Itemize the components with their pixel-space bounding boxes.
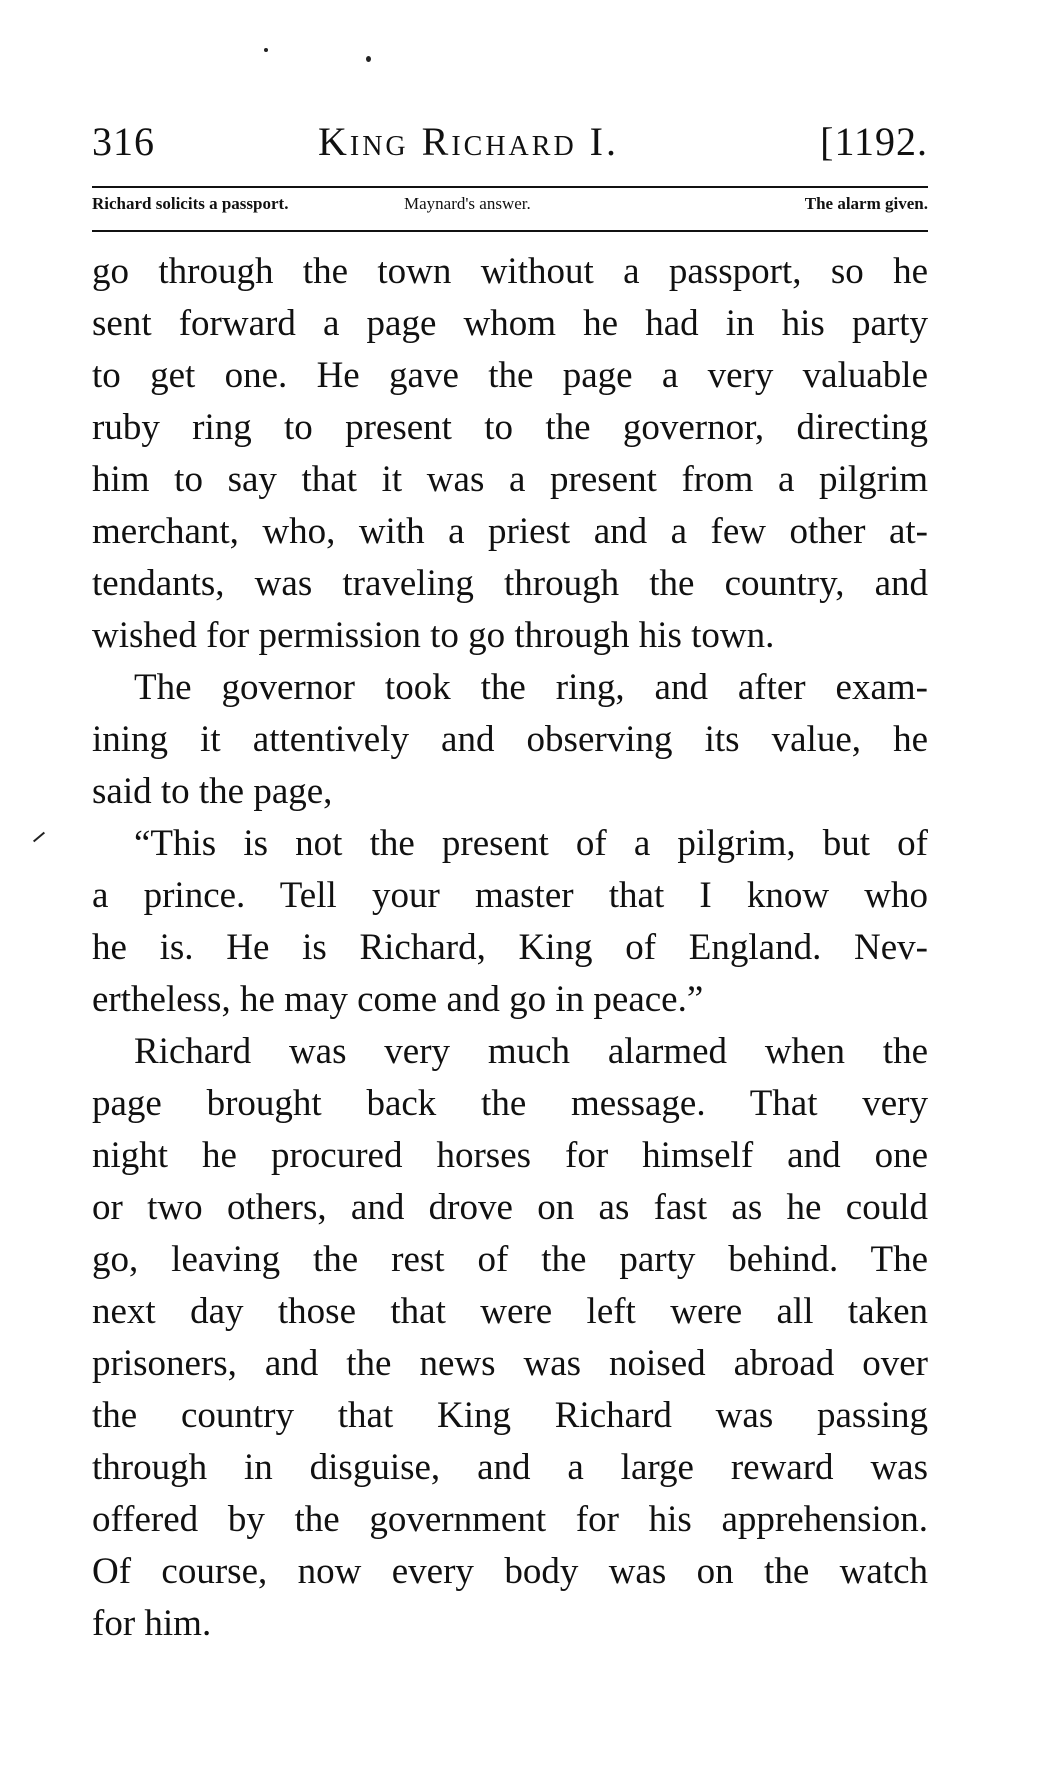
text-line: to get one. He gave the page a very valuable	[92, 355, 928, 396]
text-line: or two others, and drove on as fast as he could	[92, 1187, 928, 1228]
text-line: for him.	[92, 1603, 212, 1644]
text-line: him to say that it was a present from a pilgrim	[92, 459, 928, 500]
text-line: ruby ring to present to the governor, directing	[92, 407, 928, 448]
header-year: [1192.	[820, 119, 928, 164]
text-line: merchant, who, with a priest and a few other at-	[92, 511, 928, 552]
subhead-alarm: The alarm given.	[804, 194, 928, 213]
text-line: the country that King Richard was passing	[92, 1395, 928, 1436]
text-line: ining it attentively and observing its value, he	[92, 719, 928, 760]
running-title: King Richard I.	[318, 119, 619, 164]
running-header	[92, 118, 928, 174]
text-line: The governor took the ring, and after exam-	[134, 667, 928, 708]
text-line: tendants, was traveling through the country, and	[92, 563, 928, 604]
text-line: offered by the government for his apprehension.	[92, 1499, 928, 1540]
text-line: he is. He is Richard, King of England. Nev-	[92, 927, 928, 968]
body-text	[92, 246, 928, 1650]
text-line: through in disguise, and a large reward was	[92, 1447, 928, 1488]
margin-pencil-mark	[33, 832, 45, 843]
header-rule-top	[92, 186, 928, 188]
text-line: next day those that were left were all taken	[92, 1291, 928, 1332]
text-line: said to the page,	[92, 771, 333, 812]
marginal-subheads	[92, 194, 928, 226]
ink-speck	[366, 56, 371, 62]
header-rule-bottom	[92, 230, 928, 232]
text-line: sent forward a page whom he had in his party	[92, 303, 928, 344]
text-line: page brought back the message. That very	[92, 1083, 928, 1124]
text-line: night he procured horses for himself and one	[92, 1135, 928, 1176]
text-line: go through the town without a passport, so he	[92, 251, 928, 292]
text-line: prisoners, and the news was noised abroad over	[92, 1343, 928, 1384]
text-line: go, leaving the rest of the party behind. The	[92, 1239, 928, 1280]
text-line: Richard was very much alarmed when the	[134, 1031, 928, 1072]
ink-speck	[264, 48, 268, 52]
page-number: 316	[92, 119, 155, 164]
text-line: Of course, now every body was on the watch	[92, 1551, 928, 1592]
text-line: wished for permission to go through his town.	[92, 615, 775, 656]
text-line: “This is not the present of a pilgrim, but of	[134, 823, 928, 864]
subhead-answer: Maynard's answer.	[404, 194, 531, 213]
text-line: a prince. Tell your master that I know who	[92, 875, 928, 916]
subhead-passport: Richard solicits a passport.	[92, 194, 289, 213]
text-line: ertheless, he may come and go in peace.”	[92, 979, 704, 1020]
